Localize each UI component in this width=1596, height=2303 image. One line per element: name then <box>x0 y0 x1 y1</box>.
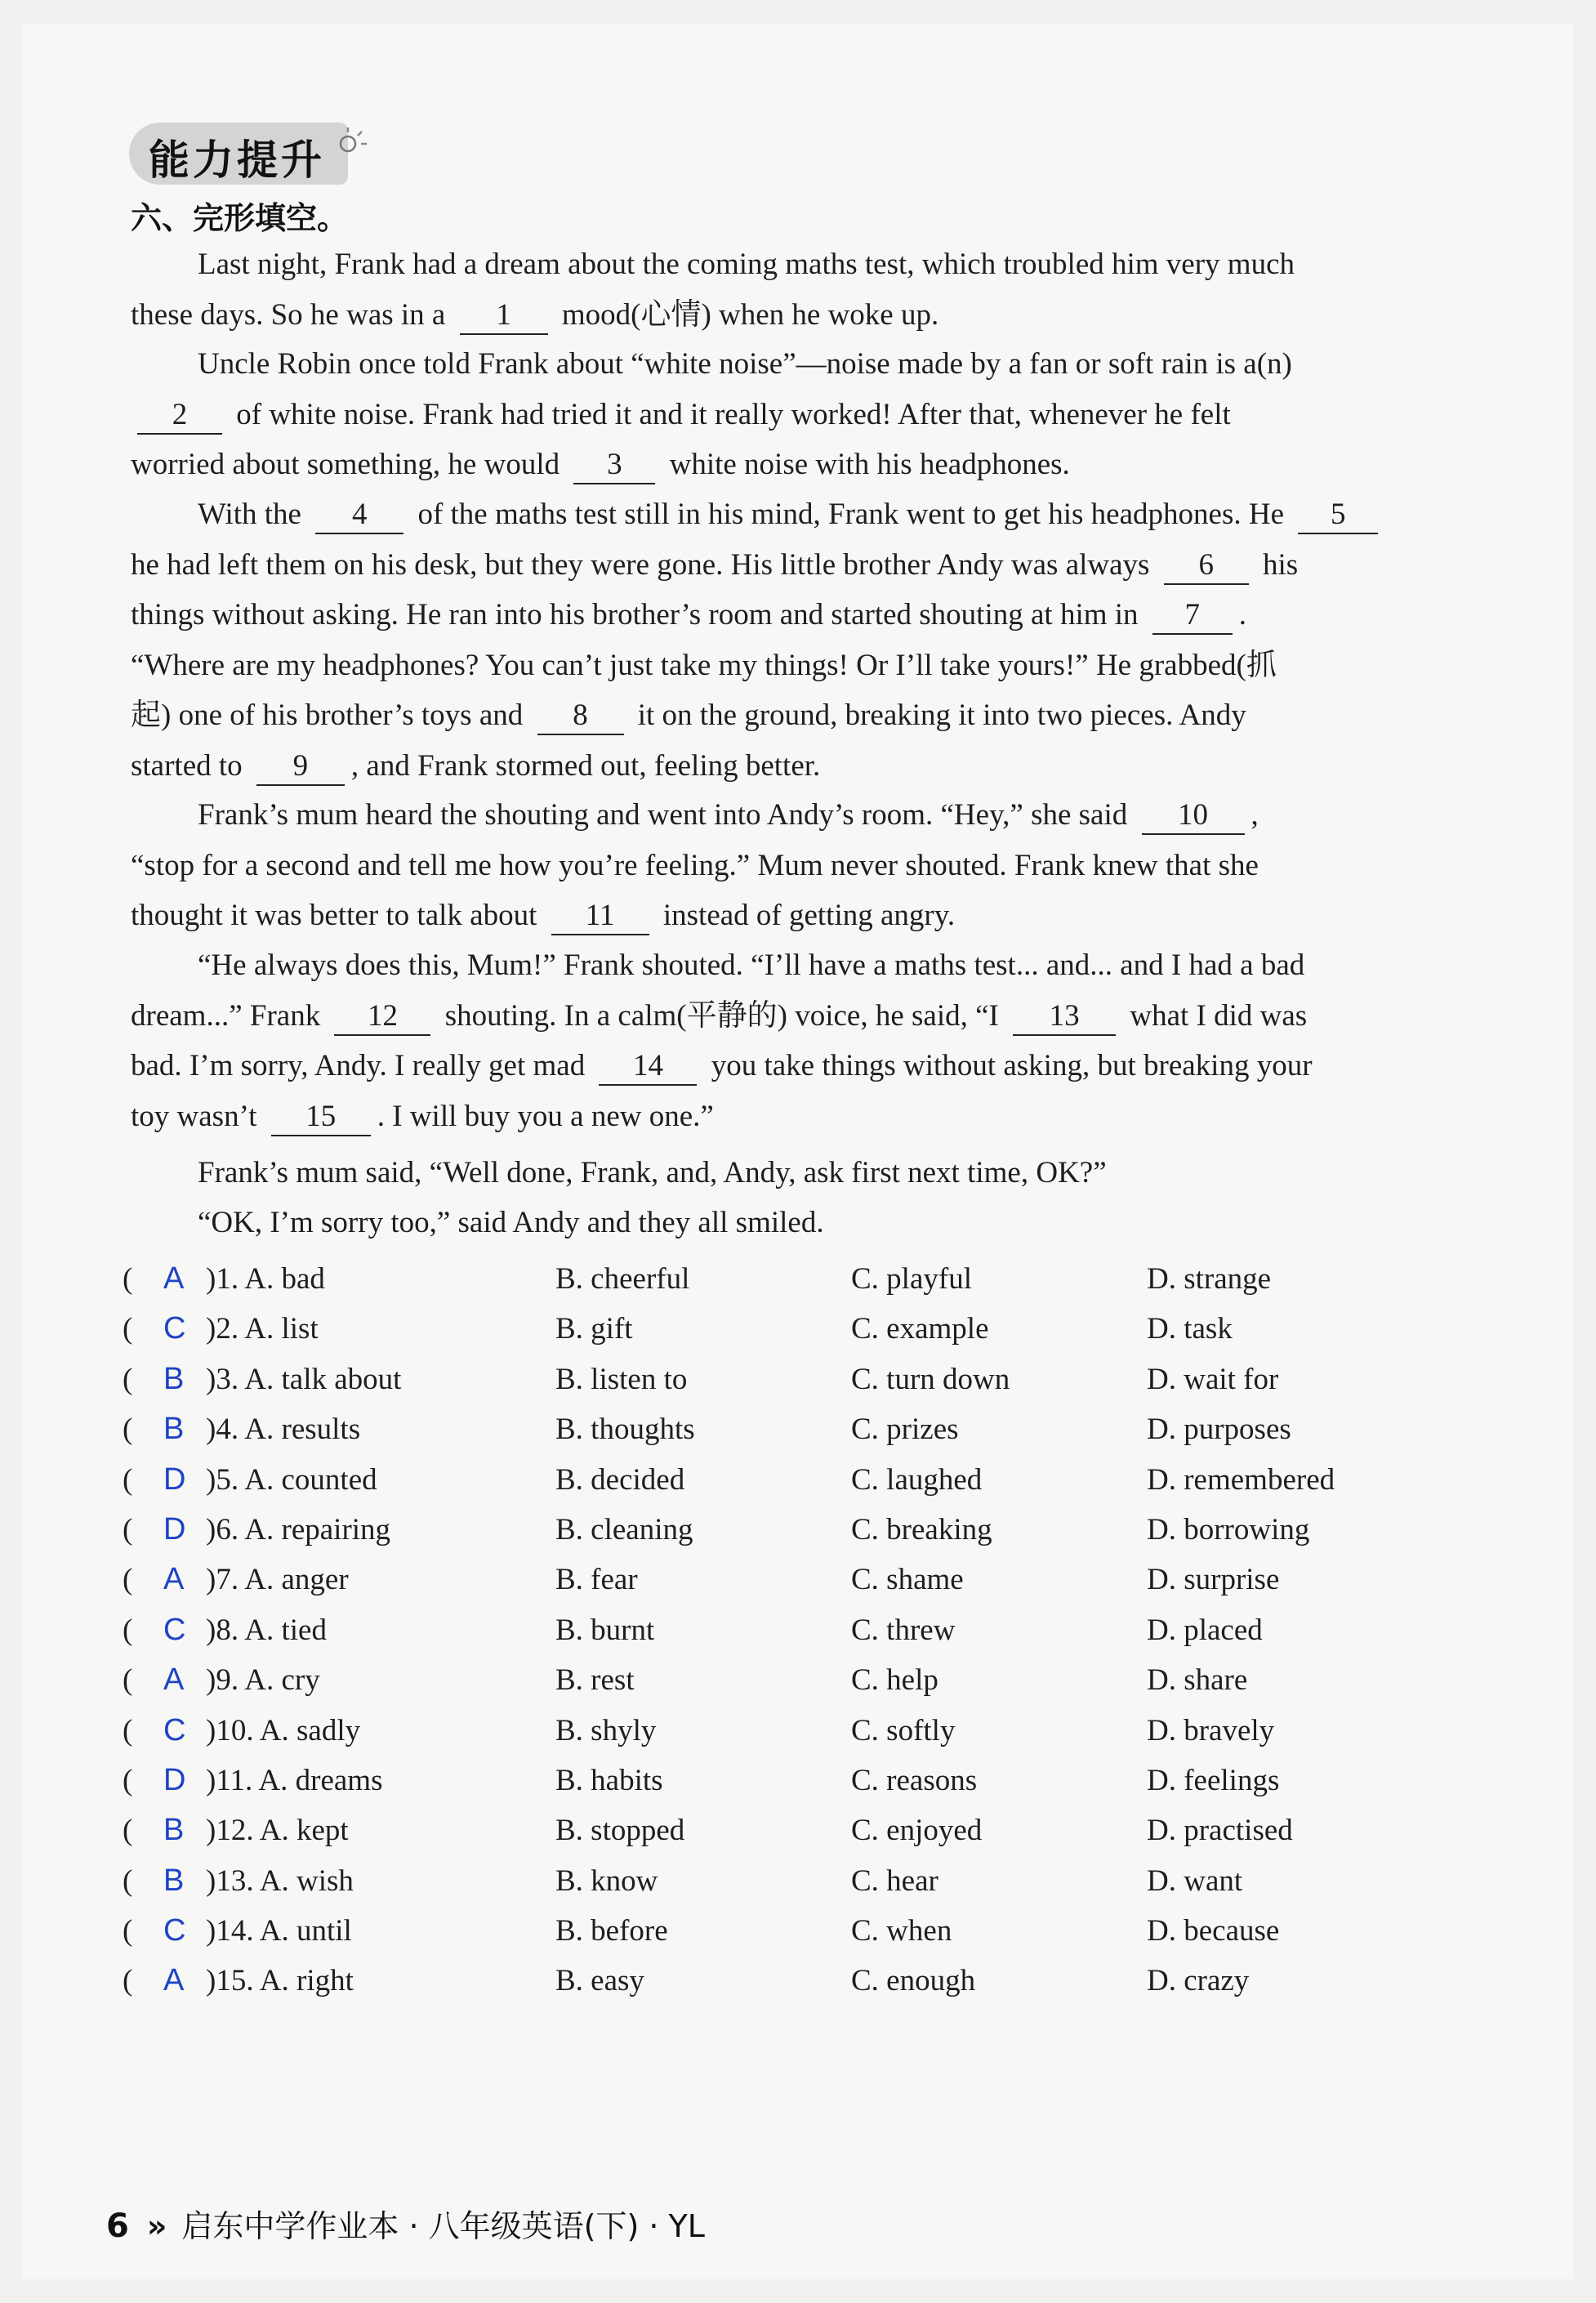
blank-3[interactable]: 3 <box>573 447 655 484</box>
answer-mark[interactable]: A <box>163 1562 185 1597</box>
blank-2[interactable]: 2 <box>137 397 222 435</box>
passage-text: bad. I’m sorry, Andy. I really get mad <box>131 1049 593 1082</box>
answer-mark[interactable]: B <box>163 1361 185 1396</box>
open-paren: ( <box>123 1763 133 1797</box>
passage-text: Uncle Robin once told Frank about “white noise”—noise made by a fan or soft rain is a(n) <box>198 347 1292 381</box>
answer-mark[interactable]: C <box>163 1311 186 1346</box>
question-row <box>123 1756 1511 1805</box>
passage-paragraph <box>131 940 1488 1141</box>
option-c: C. help <box>851 1663 938 1698</box>
passage-text: it on the ground, breaking it into two pieces. Andy <box>630 698 1246 732</box>
blank-6[interactable]: 6 <box>1164 547 1249 585</box>
option-c: C. when <box>851 1914 952 1948</box>
open-paren: ( <box>123 1462 133 1497</box>
passage-text: “OK, I’m sorry too,” said Andy and they all smiled. <box>198 1206 824 1239</box>
question-row <box>123 1655 1511 1705</box>
passage-text: these days. So he was in a <box>131 297 453 332</box>
option-c: C. example <box>851 1312 989 1346</box>
chevron-icon: » <box>146 2208 167 2244</box>
answer-mark[interactable]: C <box>163 1612 186 1647</box>
passage-text: Frank’s mum said, “Well done, Frank, and, Andy, ask first next time, OK?” <box>198 1156 1107 1189</box>
option-b: B. decided <box>555 1462 685 1497</box>
passage-text: thought it was better to talk about <box>131 899 545 932</box>
answer-mark[interactable]: B <box>163 1412 185 1447</box>
open-paren: ( <box>123 1814 133 1848</box>
passage-paragraph <box>131 339 1488 490</box>
passage-line <box>131 1041 1488 1091</box>
option-b: B. shyly <box>555 1713 657 1747</box>
passage-line <box>131 290 1488 341</box>
blank-10[interactable]: 10 <box>1142 797 1245 835</box>
passage-text: what I did was <box>1122 998 1308 1033</box>
blank-1[interactable]: 1 <box>460 297 548 335</box>
option-a: )9. A. cry <box>206 1663 320 1698</box>
question-row <box>123 1304 1511 1354</box>
option-a: )11. A. dreams <box>206 1763 383 1797</box>
passage-text: toy wasn’t <box>131 1099 265 1133</box>
option-b: B. listen to <box>555 1362 688 1396</box>
question-row <box>123 1856 1511 1906</box>
options-list <box>123 1254 1511 2006</box>
book-title: 启东中学作业本 · 八年级英语(下) · YL <box>181 2208 705 2244</box>
open-paren: ( <box>123 1563 133 1597</box>
passage-text: things without asking. He ran into his brother’s room and started shouting at him in <box>131 598 1146 632</box>
badge-title: 能力提升 <box>149 136 325 184</box>
page-number: 6 <box>106 2207 129 2245</box>
answer-mark[interactable]: A <box>163 1963 185 1998</box>
passage-line <box>131 390 1488 440</box>
option-d: D. remembered <box>1147 1462 1335 1497</box>
passage-text: of the maths test still in his mind, Frank went to get his headphones. He <box>410 498 1292 531</box>
passage-paragraph <box>131 1198 1488 1248</box>
question-row <box>123 1505 1511 1555</box>
option-a: )13. A. wish <box>206 1863 354 1898</box>
passage-text: he had left them on his desk, but they were gone. His little brother Andy was always <box>131 547 1157 582</box>
passage-line <box>131 440 1488 490</box>
option-a: )5. A. counted <box>206 1462 377 1497</box>
question-row <box>123 1555 1511 1605</box>
question-row <box>123 1706 1511 1756</box>
passage-line <box>131 741 1488 792</box>
passage-text: . I will buy you a new one.” <box>377 1099 714 1133</box>
option-d: D. wait for <box>1147 1362 1279 1396</box>
question-row <box>123 1956 1511 2006</box>
passage-text: With the <box>198 498 310 531</box>
passage-text: shouting. In a calm(平静的) voice, he said, “I <box>437 998 1007 1033</box>
open-paren: ( <box>123 1413 133 1447</box>
option-a: )6. A. repairing <box>206 1512 391 1546</box>
blank-15[interactable]: 15 <box>271 1099 371 1136</box>
passage-text: dream...” Frank <box>131 998 328 1033</box>
section-title: 六、完形填空。 <box>131 200 349 236</box>
answer-mark[interactable]: C <box>163 1913 186 1948</box>
passage-line <box>131 690 1488 741</box>
passage-text: started to <box>131 748 250 783</box>
passage-text: “stop for a second and tell me how you’re feeling.” Mum never shouted. Frank knew that she <box>131 848 1259 882</box>
passage-line <box>131 991 1488 1042</box>
answer-mark[interactable]: B <box>163 1863 185 1898</box>
option-b: B. gift <box>555 1312 633 1346</box>
option-d: D. purposes <box>1147 1413 1291 1447</box>
passage-text: , <box>1250 798 1259 832</box>
option-c: C. playful <box>851 1262 972 1296</box>
option-d: D. crazy <box>1147 1964 1250 1998</box>
answer-mark[interactable]: A <box>163 1261 185 1296</box>
option-b: B. before <box>555 1914 668 1948</box>
open-paren: ( <box>123 1512 133 1546</box>
open-paren: ( <box>123 1863 133 1898</box>
option-d: D. strange <box>1147 1262 1272 1296</box>
passage-line <box>131 339 1488 390</box>
option-d: D. because <box>1147 1914 1280 1948</box>
question-row <box>123 1404 1511 1454</box>
option-d: D. practised <box>1147 1814 1293 1848</box>
blank-8[interactable]: 8 <box>537 698 624 735</box>
blank-11[interactable]: 11 <box>551 898 649 935</box>
passage-text: , and Frank stormed out, feeling better. <box>350 748 821 783</box>
page-footer <box>106 2201 705 2246</box>
passage-text: “Where are my headphones? You can’t just take my things! Or I’ll take yours!” He grabbed(抓 <box>131 648 1277 682</box>
lightbulb-icon <box>337 126 369 158</box>
passage-text: 起) one of his brother’s toys and <box>131 698 531 732</box>
passage-paragraph <box>131 239 1488 340</box>
option-d: D. task <box>1147 1312 1233 1346</box>
blank-5[interactable]: 5 <box>1298 497 1378 534</box>
question-row <box>123 1906 1511 1956</box>
option-c: C. enough <box>851 1964 976 1998</box>
passage-text: mood(心情) when he woke up. <box>554 297 939 332</box>
option-c: C. breaking <box>851 1512 992 1546</box>
option-a: )12. A. kept <box>206 1814 349 1848</box>
open-paren: ( <box>123 1262 133 1296</box>
blank-4[interactable]: 4 <box>315 497 403 534</box>
passage-line <box>131 940 1488 991</box>
passage-text: “He always does this, Mum!” Frank shouted. “I’ll have a maths test... and... and I had a bad <box>198 948 1305 982</box>
passage-line <box>131 590 1488 640</box>
passage-text: Last night, Frank had a dream about the coming maths test, which troubled him very much <box>198 248 1295 281</box>
passage-line <box>131 640 1488 691</box>
passage-paragraph <box>131 790 1488 941</box>
option-a: )15. A. right <box>206 1964 354 1998</box>
passage-line <box>131 790 1488 841</box>
option-a: )4. A. results <box>206 1413 361 1447</box>
option-a: )7. A. anger <box>206 1563 349 1597</box>
blank-13[interactable]: 13 <box>1013 998 1116 1036</box>
passage-text: . <box>1238 598 1247 632</box>
option-a: )2. A. list <box>206 1312 319 1346</box>
question-row <box>123 1605 1511 1655</box>
option-c: C. shame <box>851 1563 964 1597</box>
option-a: )8. A. tied <box>206 1613 327 1647</box>
blank-7[interactable]: 7 <box>1152 597 1233 635</box>
answer-mark[interactable]: D <box>163 1462 186 1497</box>
answer-mark[interactable]: D <box>163 1511 186 1546</box>
passage-line <box>131 540 1488 591</box>
passage-line <box>131 841 1488 891</box>
option-b: B. habits <box>555 1763 663 1797</box>
open-paren: ( <box>123 1663 133 1698</box>
passage-text: Frank’s mum heard the shouting and went into Andy’s room. “Hey,” she said <box>198 798 1135 832</box>
question-row <box>123 1355 1511 1404</box>
option-d: D. feelings <box>1147 1763 1280 1797</box>
passage-text: his <box>1255 547 1299 582</box>
option-b: B. thoughts <box>555 1413 695 1447</box>
option-c: C. enjoyed <box>851 1814 983 1848</box>
option-d: D. bravely <box>1147 1713 1275 1747</box>
open-paren: ( <box>123 1713 133 1747</box>
option-a: )1. A. bad <box>206 1262 325 1296</box>
blank-14[interactable]: 14 <box>599 1048 697 1086</box>
open-paren: ( <box>123 1362 133 1396</box>
option-c: C. turn down <box>851 1362 1010 1396</box>
question-row <box>123 1455 1511 1505</box>
option-b: B. rest <box>555 1663 635 1698</box>
passage-line <box>131 890 1488 941</box>
question-row <box>123 1254 1511 1304</box>
answer-mark[interactable]: A <box>163 1663 185 1698</box>
answer-mark[interactable]: B <box>163 1813 185 1848</box>
answer-mark[interactable]: C <box>163 1712 186 1747</box>
passage-paragraph <box>131 489 1488 791</box>
option-b: B. easy <box>555 1964 644 1998</box>
option-c: C. threw <box>851 1613 956 1647</box>
passage-paragraph <box>131 1148 1488 1198</box>
blank-12[interactable]: 12 <box>334 998 430 1036</box>
passage-text: instead of getting angry. <box>655 899 956 932</box>
option-a: )3. A. talk about <box>206 1362 402 1396</box>
passage-line <box>131 489 1488 540</box>
option-c: C. softly <box>851 1713 956 1747</box>
option-b: B. burnt <box>555 1613 655 1647</box>
option-b: B. stopped <box>555 1814 685 1848</box>
option-a: )14. A. until <box>206 1914 352 1948</box>
passage-text: worried about something, he would <box>131 448 568 481</box>
option-d: D. want <box>1147 1863 1243 1898</box>
option-c: C. reasons <box>851 1763 978 1797</box>
open-paren: ( <box>123 1613 133 1647</box>
passage-line <box>131 239 1488 290</box>
passage-line <box>131 1091 1488 1142</box>
option-c: C. laughed <box>851 1462 983 1497</box>
question-row <box>123 1805 1511 1855</box>
open-paren: ( <box>123 1964 133 1998</box>
passage-text: white noise with his headphones. <box>662 448 1070 481</box>
passage-line <box>131 1148 1488 1198</box>
option-a: )10. A. sadly <box>206 1713 361 1747</box>
blank-9[interactable]: 9 <box>256 748 345 786</box>
open-paren: ( <box>123 1312 133 1346</box>
passage-line <box>131 1198 1488 1248</box>
passage-text: of white noise. Frank had tried it and it really worked! After that, whenever he felt <box>229 397 1231 431</box>
option-c: C. prizes <box>851 1413 959 1447</box>
section-badge <box>129 123 348 185</box>
option-d: D. borrowing <box>1147 1512 1310 1546</box>
open-paren: ( <box>123 1914 133 1948</box>
option-b: B. fear <box>555 1563 638 1597</box>
option-b: B. know <box>555 1863 658 1898</box>
option-d: D. share <box>1147 1663 1248 1698</box>
option-d: D. placed <box>1147 1613 1263 1647</box>
passage-text: you take things without asking, but breaking your <box>703 1049 1313 1082</box>
option-c: C. hear <box>851 1863 938 1898</box>
option-b: B. cleaning <box>555 1512 693 1546</box>
option-b: B. cheerful <box>555 1262 690 1296</box>
option-d: D. surprise <box>1147 1563 1280 1597</box>
answer-mark[interactable]: D <box>163 1762 186 1797</box>
